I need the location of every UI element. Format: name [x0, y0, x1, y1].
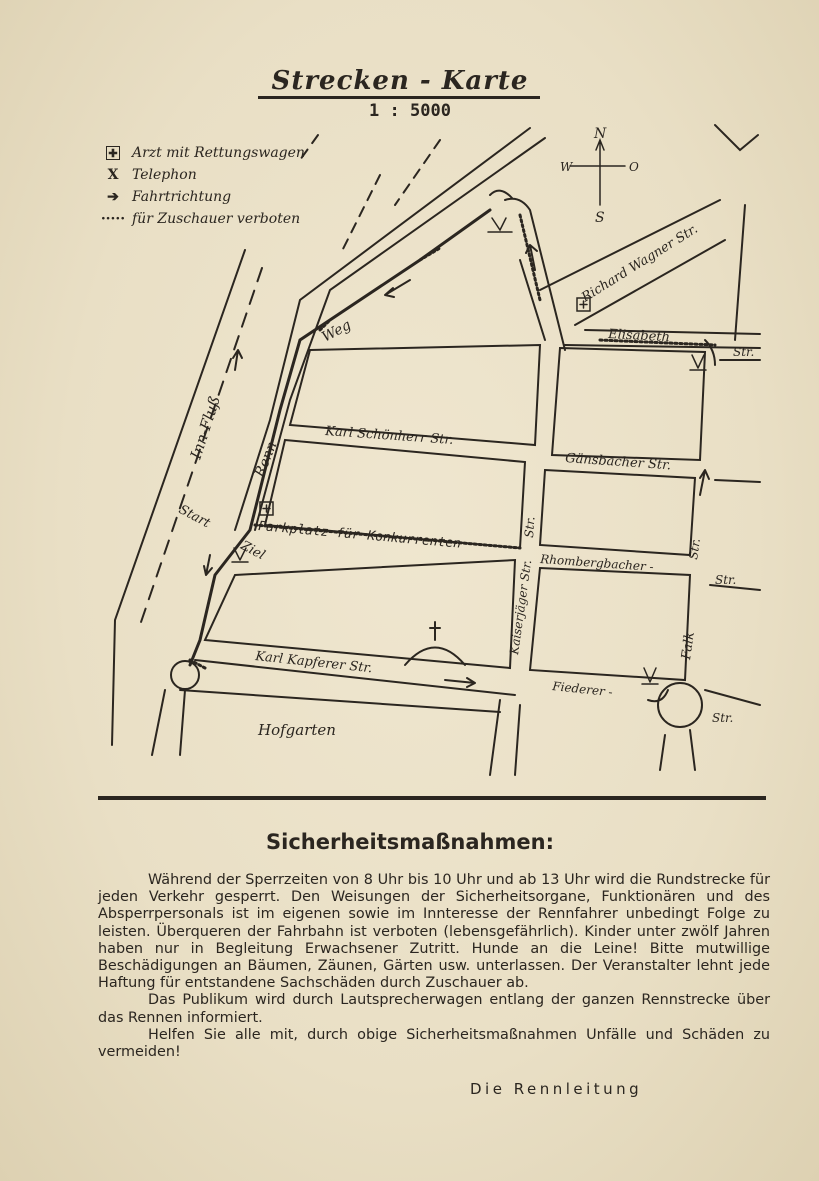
label-elisabeth-str: Str.	[733, 345, 755, 359]
direction-arrow-icon	[204, 555, 212, 575]
dashed-guide	[300, 135, 440, 255]
road-bottom-verticals	[152, 690, 695, 775]
block-lower-left	[205, 560, 515, 668]
label-parkplatz: Parkplatz für Konkurrenten	[257, 519, 462, 552]
legend-label: Fahrtrichtung	[132, 189, 232, 205]
label-karl-kapferer: Karl Kapferer Str.	[254, 649, 374, 677]
label-gaensbacher: Gänsbacher Str.	[564, 451, 672, 474]
label-start: Start	[176, 502, 213, 532]
legend-label: für Zuschauer verboten	[132, 211, 301, 227]
dotted-line-icon: ·····	[100, 211, 126, 227]
block-far-right	[705, 360, 760, 705]
map-title: Strecken - Karte	[271, 66, 529, 96]
first-aid-cross-icon: ✚	[100, 146, 126, 160]
paragraph: Während der Sperrzeiten von 8 Uhr bis 10 Uhr und ab 13 Uhr wird die Rundstrecke für jeden Verkehr gesperrt. Den Weisungen der Sicherheitsorgane, Funktionären und des Absperrpersonals ist im eigenen sowie im Innteresse der Rennfahrer unbedingt Folge zu leisten. Überqueren der Fahrbahn ist verboten (lebensgefährlich). Kinder unter zwölf Jahren haben nur in Begleitung Erwachsener Zutritt. Hunde an die Leine! Bitte mutwillige Beschädigungen an Bäumen, Zäunen, Gärten usw. unterlassen. Der Veranstalter lehnt jede Haftung für entstandene Sachschäden durch Zuschauer ab.	[98, 872, 770, 992]
no-spectator-line	[320, 248, 440, 330]
curve-arrow	[490, 191, 512, 198]
label-richard-wagner: Richard Wagner Str.	[579, 221, 701, 306]
roundabout-left	[171, 661, 199, 689]
telephone-icon	[488, 218, 512, 232]
legend-label: Arzt mit Rettungswagen	[132, 145, 305, 161]
compass-west: W	[560, 160, 573, 174]
signature: Die Rennleitung	[470, 1080, 643, 1098]
paragraph: Das Publikum wird durch Lautsprecherwagen entlang der ganzen Rennstrecke über das Rennen informiert.	[98, 992, 770, 1026]
church-cross	[430, 622, 440, 640]
block-right-mid	[540, 470, 695, 555]
no-spectator-line	[520, 215, 540, 300]
direction-arrow-icon	[700, 470, 709, 495]
compass-east: O	[629, 160, 639, 174]
section-heading: Sicherheitsmaßnahmen:	[266, 830, 554, 854]
map-scale: 1 : 5000	[369, 101, 451, 121]
river-bank-left	[112, 250, 245, 745]
label-schuler: Str.	[522, 516, 538, 539]
label-fiederer-str: Str.	[712, 711, 734, 725]
label-ziel: Ziel	[238, 538, 268, 564]
legend-label: Telephon	[132, 167, 197, 183]
label-kaiserjaeger: Kaiserjäger Str.	[507, 558, 535, 656]
direction-arrow-icon	[233, 350, 242, 370]
paragraph: Helfen Sie alle mit, durch obige Sicherheitsmaßnahmen Unfälle und Schäden zu vermeiden!	[98, 1026, 770, 1061]
compass-north: N	[594, 126, 607, 142]
label-falk: Falk	[679, 630, 698, 661]
telephone-icon	[642, 668, 658, 684]
compass-south: S	[595, 210, 605, 226]
telephone-icon: Ⅹ	[107, 167, 119, 183]
block-right-low	[530, 568, 690, 680]
direction-arrow-icon	[445, 678, 475, 687]
safety-text	[98, 872, 770, 1061]
label-renn: Renn	[251, 439, 281, 480]
road-weg-outer	[235, 128, 530, 530]
label-fiederer: Fiederer -	[551, 679, 614, 700]
label-rhomberg: Rhombergbacher -	[539, 552, 655, 574]
road-right-edge	[715, 125, 758, 340]
label-hofgarten: Hofgarten	[258, 721, 336, 739]
label-karl-schoenherr: Karl Schönherr Str.	[324, 424, 454, 448]
roundabout-right	[658, 683, 702, 727]
label-rhomberg-str: Str.	[715, 573, 737, 587]
label-elisabeth: Elisabeth	[607, 327, 671, 346]
compass-icon	[570, 140, 625, 205]
road-weg-inner	[255, 138, 545, 530]
block-right-top	[552, 348, 705, 460]
section-divider	[98, 796, 766, 800]
label-falk-str: Str.	[686, 537, 703, 561]
label-river: Inn-Fluß	[186, 393, 224, 462]
direction-arrow-icon: ➔	[107, 189, 119, 205]
label-weg: Weg	[319, 317, 354, 346]
